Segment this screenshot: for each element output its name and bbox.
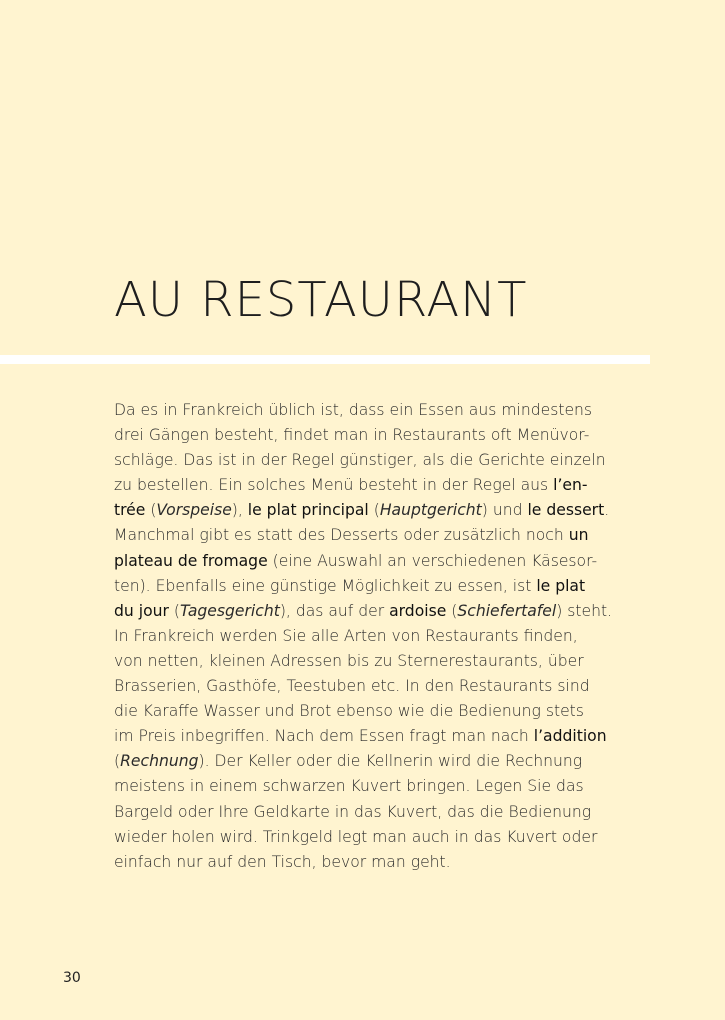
text-line <box>114 649 624 674</box>
text-segment: ten). Ebenfalls eine günstige Möglichkeit zu essen, ist <box>114 576 537 595</box>
french-term: trée <box>114 501 146 520</box>
text-segment: (eine Auswahl an verschiedenen Käsesor- <box>267 551 598 570</box>
text-segment: ) und <box>481 501 528 520</box>
text-line <box>114 423 624 448</box>
french-term: du jour <box>114 601 169 620</box>
body-paragraph <box>114 398 624 875</box>
page-title: AU RESTAURANT <box>114 272 528 328</box>
german-translation: Rechnung <box>120 752 199 771</box>
text-line <box>114 800 624 825</box>
text-line <box>114 749 624 774</box>
text-line <box>114 825 624 850</box>
text-segment: Bargeld oder Ihre Geldkarte in das Kuvert, das die Bedienung <box>114 802 592 821</box>
text-segment: einfach nur auf den Tisch, bevor man geht. <box>114 852 451 871</box>
text-line <box>114 523 624 548</box>
text-segment: meistens in einem schwarzen Kuvert bringen. Legen Sie das <box>114 777 584 796</box>
text-segment: zu bestellen. Ein solches Menü besteht in der Regel aus <box>114 476 554 495</box>
french-term: un <box>568 526 589 545</box>
text-line <box>114 624 624 649</box>
german-translation: Schiefertafel <box>457 601 557 620</box>
text-line <box>114 398 624 423</box>
text-segment: ( <box>368 501 380 520</box>
text-segment: . <box>604 501 610 520</box>
french-term: le plat principal <box>247 501 369 520</box>
french-term: l’addition <box>533 727 607 746</box>
text-segment: von netten, kleinen Adressen bis zu Sternerestaurants, über <box>114 651 584 670</box>
french-term: ardoise <box>389 601 447 620</box>
text-line <box>114 850 624 875</box>
text-segment: im Preis inbegriffen. Nach dem Essen fragt man nach <box>114 727 534 746</box>
page-number: 30 <box>63 970 81 986</box>
text-segment: die Karaffe Wasser und Brot ebenso wie die Bedienung stets <box>114 702 584 721</box>
text-line <box>114 674 624 699</box>
text-segment: ), <box>231 501 248 520</box>
text-segment: In Frankreich werden Sie alle Arten von Restaurants finden, <box>114 626 578 645</box>
text-line <box>114 699 624 724</box>
text-line <box>114 599 624 624</box>
text-line <box>114 498 624 523</box>
text-segment: Brasserien, Gasthöfe, Teestuben etc. In den Restaurants sind <box>114 677 590 696</box>
text-line <box>114 724 624 749</box>
text-segment: Manchmal gibt es statt des Desserts oder zusätzlich noch <box>114 526 569 545</box>
text-line <box>114 473 624 498</box>
french-term: le dessert <box>527 501 605 520</box>
title-divider <box>0 355 650 364</box>
text-segment: ( <box>168 601 180 620</box>
german-translation: Vorspeise <box>156 501 232 520</box>
text-line <box>114 574 624 599</box>
text-line <box>114 448 624 473</box>
text-segment: ( <box>114 752 121 771</box>
german-translation: Hauptgericht <box>379 501 482 520</box>
text-segment: ( <box>145 501 157 520</box>
text-segment: ), das auf der <box>279 601 390 620</box>
text-segment: Da es in Frankreich üblich ist, dass ein Essen aus mindestens <box>114 401 593 419</box>
text-segment: wieder holen wird. Trinkgeld legt man auch in das Kuvert oder <box>114 827 598 846</box>
french-term: plateau de fromage <box>114 551 268 570</box>
text-segment: ) steht. <box>556 601 613 620</box>
text-line <box>114 549 624 574</box>
german-translation: Tagesgericht <box>179 601 280 620</box>
text-segment: ). Der Keller oder die Kellnerin wird die Rechnung <box>198 752 583 771</box>
french-term: l’en- <box>553 476 588 495</box>
text-line <box>114 774 624 799</box>
text-segment: ( <box>446 601 458 620</box>
french-term: le plat <box>536 576 586 595</box>
text-segment: drei Gängen besteht, findet man in Restaurants oft Menüvor- <box>114 426 590 445</box>
text-segment: schläge. Das ist in der Regel günstiger, als die Gerichte einzeln <box>114 451 606 470</box>
